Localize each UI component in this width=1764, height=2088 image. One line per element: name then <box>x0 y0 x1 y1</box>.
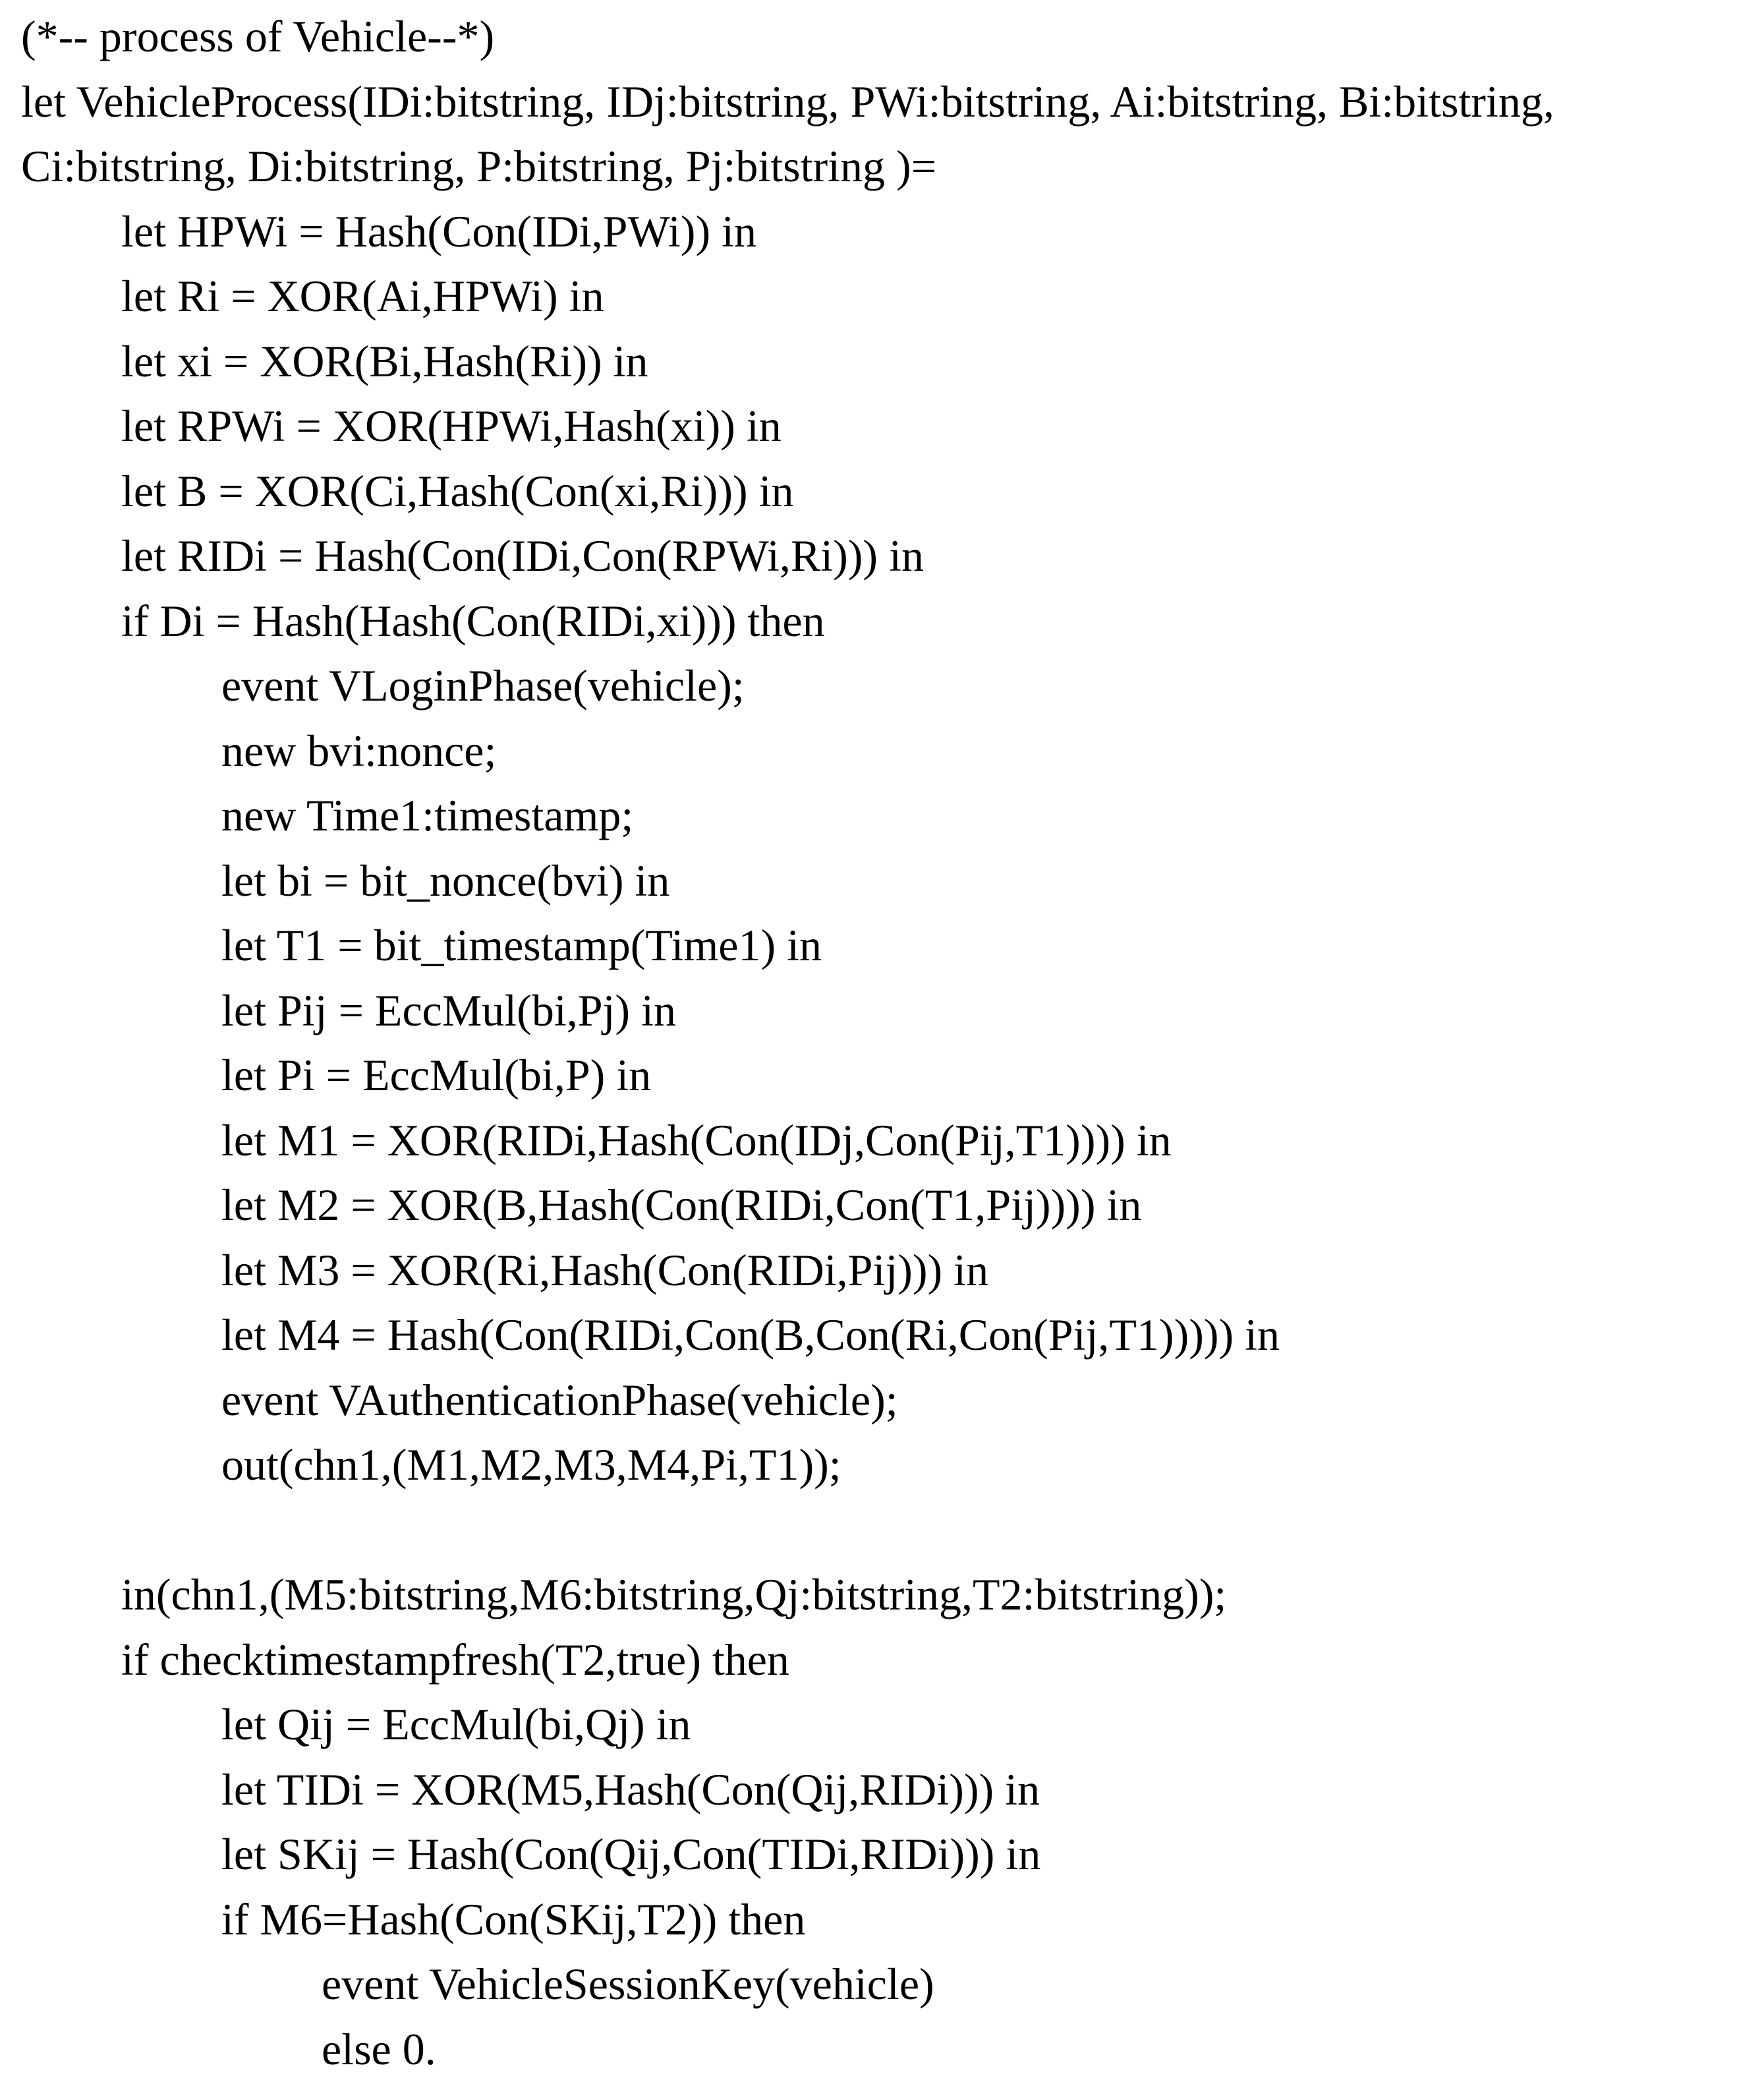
code-line: let M2 = XOR(B,Hash(Con(RIDi,Con(T1,Pij)))) in <box>221 1180 1142 1230</box>
code-line: out(chn1,(M1,M2,M3,M4,Pi,T1)); <box>221 1439 841 1490</box>
code-line: if checktimestampfresh(T2,true) then <box>121 1634 789 1685</box>
code-line: new Time1:timestamp; <box>221 790 634 840</box>
code-line: let Pij = EccMul(bi,Pj) in <box>221 985 676 1035</box>
code-line: let T1 = bit_timestamp(Time1) in <box>221 920 822 970</box>
code-line: let M3 = XOR(Ri,Hash(Con(RIDi,Pij))) in <box>221 1244 989 1295</box>
code-line: let SKij = Hash(Con(Qij,Con(TIDi,RIDi))) in <box>221 1829 1041 1879</box>
code-line: else 0. <box>322 2023 436 2074</box>
code-line: let bi = bit_nonce(bvi) in <box>221 855 670 906</box>
code-line: event VAuthenticationPhase(vehicle); <box>221 1374 898 1425</box>
code-line: let HPWi = Hash(Con(IDi,PWi)) in <box>121 206 756 256</box>
code-line: let M1 = XOR(RIDi,Hash(Con(IDj,Con(Pij,T1)))) in <box>221 1115 1172 1165</box>
code-listing <box>21 4 1754 2081</box>
code-line: let M4 = Hash(Con(RIDi,Con(B,Con(Ri,Con(Pij,T1))))) in <box>221 1310 1280 1360</box>
code-line: let Ri = XOR(Ai,HPWi) in <box>121 271 604 321</box>
code-line: new bvi:nonce; <box>221 725 497 776</box>
code-line: let Pi = EccMul(bi,P) in <box>221 1050 652 1100</box>
code-line: let Qij = EccMul(bi,Qj) in <box>221 1699 691 1749</box>
code-line: event VehicleSessionKey(vehicle) <box>322 1959 934 2009</box>
code-line: let TIDi = XOR(M5,Hash(Con(Qij,RIDi))) in <box>221 1764 1040 1814</box>
code-line: let RIDi = Hash(Con(IDi,Con(RPWi,Ri))) in <box>121 531 924 581</box>
comment-line: (*-- process of Vehicle--*) <box>21 11 495 61</box>
code-line: if M6=Hash(Con(SKij,T2)) then <box>221 1894 806 1944</box>
signature-line-2: Ci:bitstring, Di:bitstring, P:bitstring, Pj:bitstring )= <box>21 141 937 191</box>
blank-line <box>21 1497 1754 1563</box>
signature-line-1: let VehicleProcess(IDi:bitstring, IDj:bitstring, PWi:bitstring, Ai:bitstring, Bi:bitstring, <box>21 76 1554 127</box>
code-line: let B = XOR(Ci,Hash(Con(xi,Ri))) in <box>121 465 794 516</box>
code-line: let xi = XOR(Bi,Hash(Ri)) in <box>121 335 648 386</box>
code-line: event VLoginPhase(vehicle); <box>221 660 745 710</box>
code-line: let RPWi = XOR(HPWi,Hash(xi)) in <box>121 401 782 451</box>
code-line: in(chn1,(M5:bitstring,M6:bitstring,Qj:bitstring,T2:bitstring)); <box>121 1569 1227 1619</box>
code-line: if Di = Hash(Hash(Con(RIDi,xi))) then <box>121 595 825 646</box>
